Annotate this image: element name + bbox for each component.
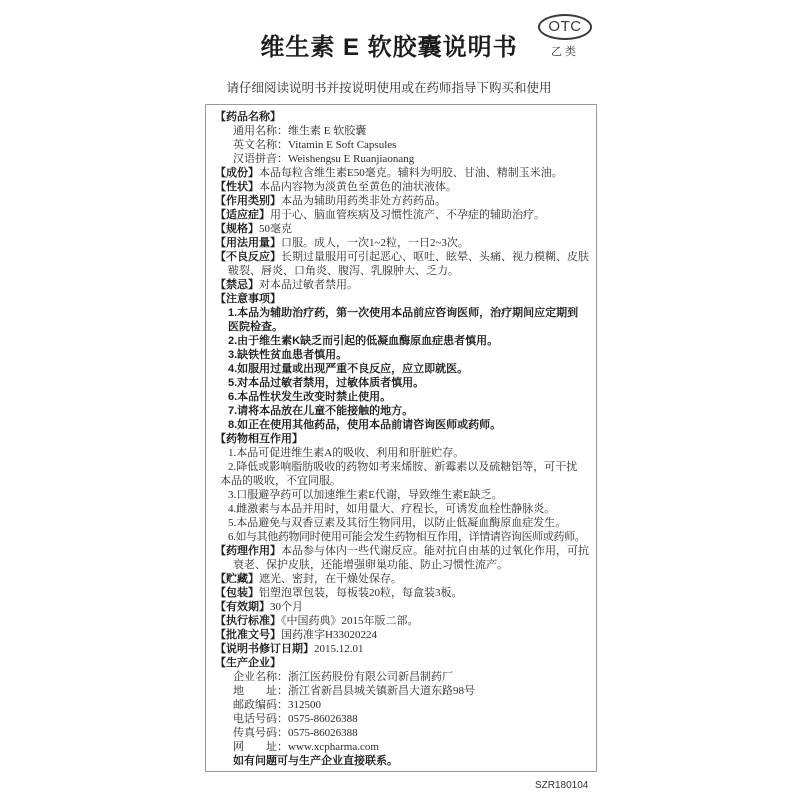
drug-name-label: 【药品名称】	[215, 111, 281, 123]
manufacturer-phone: 电话号码：0575-86026388	[233, 713, 358, 725]
leaflet-code: SZR180104	[535, 780, 589, 791]
standard-label: 【执行标准】	[215, 615, 281, 627]
adverse-reactions-section	[215, 250, 595, 264]
precaution-item: 6.本品性状发生改变时禁止使用。	[228, 391, 392, 403]
interaction-item: 2.降低或影响脂肪吸收的药物如考来烯胺、新霉素以及硫糖铝等，可干扰	[228, 461, 578, 473]
standard-text: 《中国药典》2015年版二部。	[281, 615, 419, 627]
indications-text: 用于心、脑血管疾病及习惯性流产、不孕症的辅助治疗。	[270, 209, 545, 221]
revision-date-label: 【说明书修订日期】	[215, 643, 314, 655]
contraindications-text: 对本品过敏者禁用。	[259, 279, 358, 291]
ingredients-section	[215, 166, 595, 180]
pharmacology-text: 本品参与体内一些代谢反应。能对抗自由基的过氧化作用，可抗	[281, 545, 589, 557]
drug-name-heading	[215, 110, 595, 124]
precaution-item: 5.对本品过敏者禁用，过敏体质者慎用。	[228, 377, 425, 389]
properties-text: 本品内容物为淡黄色至黄色的油状液体。	[259, 181, 457, 193]
interactions-label: 【药物相互作用】	[215, 433, 303, 445]
standard-section	[215, 614, 595, 628]
interaction-item: 本品的吸收，不宜同服。	[220, 475, 341, 487]
precaution-item: 1.本品为辅助治疗药，第一次使用本品前应咨询医师，治疗期间应定期到	[228, 307, 579, 319]
precautions-label: 【注意事项】	[215, 293, 281, 305]
specification-text: 50毫克	[259, 223, 292, 235]
manufacturer-postcode: 邮政编码：312500	[233, 699, 321, 711]
usage-text: 口服。成人，一次1~2粒，一日2~3次。	[281, 237, 469, 249]
interactions-heading	[215, 432, 595, 446]
manufacturer-website: 网 址：www.xcpharma.com	[233, 741, 379, 753]
interaction-item: 3.口服避孕药可以加速维生素E代谢，导致维生素E缺乏。	[228, 489, 503, 501]
contraindications-label: 【禁忌】	[215, 279, 259, 291]
adverse-reactions-text: 皲裂、唇炎、口角炎、腹泻、乳腺肿大、乏力。	[228, 265, 459, 277]
revision-date-section	[215, 642, 595, 656]
adverse-reactions-label: 【不良反应】	[215, 251, 281, 263]
precaution-item: 2.由于维生素K缺乏而引起的低凝血酶原血症患者慎用。	[228, 335, 499, 347]
interaction-item: 4.雌激素与本品并用时，如用量大、疗程长，可诱发血栓性静脉炎。	[228, 503, 556, 515]
approval-text: 国药准字H33020224	[281, 629, 377, 641]
pharmacology-text: 衰老、保护皮肤，还能增强卵巢功能、防止习惯性流产。	[233, 559, 508, 571]
manufacturer-heading	[215, 656, 595, 670]
action-category-section	[215, 194, 595, 208]
pharmacology-section	[215, 544, 595, 558]
interaction-item: 1.本品可促进维生素A的吸收、利用和肝脏贮存。	[228, 447, 465, 459]
generic-name: 通用名称：维生素 E 软胶囊	[233, 125, 367, 137]
precaution-item: 医院检查。	[228, 321, 283, 333]
ingredients-label: 【成份】	[215, 167, 259, 179]
storage-label: 【贮藏】	[215, 573, 259, 585]
properties-label: 【性状】	[215, 181, 259, 193]
expiry-text: 30个月	[270, 601, 303, 613]
action-category-text: 本品为辅助用药类非处方药药品。	[281, 195, 446, 207]
packaging-label: 【包装】	[215, 587, 259, 599]
contact-note: 如有问题可与生产企业直接联系。	[233, 755, 398, 767]
packaging-section	[215, 586, 595, 600]
approval-section	[215, 628, 595, 642]
indications-section	[215, 208, 595, 222]
specification-section	[215, 222, 595, 236]
precaution-item: 8.如正在使用其他药品，使用本品前请咨询医师或药师。	[228, 419, 502, 431]
specification-label: 【规格】	[215, 223, 259, 235]
otc-badge: OTC	[538, 14, 592, 40]
manufacturer-name: 企业名称：浙江医药股份有限公司新昌制药厂	[233, 671, 453, 683]
expiry-section	[215, 600, 595, 614]
precaution-item: 7.请将本品放在儿童不能接触的地方。	[228, 405, 414, 417]
interaction-item: 6.如与其他药物同时使用可能会发生药物相互作用，详情请咨询医师或药师。	[228, 531, 586, 543]
manufacturer-label: 【生产企业】	[215, 657, 281, 669]
usage-section	[215, 236, 595, 250]
expiry-label: 【有效期】	[215, 601, 270, 613]
otc-category: 乙 类	[551, 46, 577, 58]
revision-date-text: 2015.12.01	[314, 643, 364, 655]
precautions-heading	[215, 292, 595, 306]
indications-label: 【适应症】	[215, 209, 270, 221]
adverse-reactions-text: 长期过量服用可引起恶心、呕吐、眩晕、头痛、视力模糊、皮肤	[281, 251, 589, 263]
properties-section	[215, 180, 595, 194]
english-name: 英文名称：Vitamin E Soft Capsules	[233, 139, 397, 151]
pharmacology-label: 【药理作用】	[215, 545, 281, 557]
reading-notice: 请仔细阅读说明书并按说明使用或在药师指导下购买和使用	[226, 81, 552, 95]
contraindications-section	[215, 278, 595, 292]
precaution-item: 3.缺铁性贫血患者慎用。	[228, 349, 348, 361]
usage-label: 【用法用量】	[215, 237, 281, 249]
approval-label: 【批准文号】	[215, 629, 281, 641]
action-category-label: 【作用类别】	[215, 195, 281, 207]
packaging-text: 铝塑泡罩包装，每板装20粒，每盒装3板。	[259, 587, 463, 599]
leaflet-body	[215, 110, 595, 768]
interaction-item: 5.本品避免与双香豆素及其衍生物同用，以防止低凝血酶原血症发生。	[228, 517, 567, 529]
ingredients-text: 本品每粒含维生素E50毫克。辅料为明胶、甘油、精制玉米油。	[259, 167, 563, 179]
manufacturer-fax: 传真号码：0575-86026388	[233, 727, 358, 739]
leaflet-title: 维生素 E 软胶囊说明书	[260, 34, 518, 61]
manufacturer-address: 地 址：浙江省新昌县城关镇新昌大道东路98号	[233, 685, 475, 697]
pinyin-name: 汉语拼音：Weishengsu E Ruanjiaonang	[233, 153, 415, 165]
storage-section	[215, 572, 595, 586]
storage-text: 遮光、密封，在干燥处保存。	[259, 573, 402, 585]
precaution-item: 4.如服用过量或出现严重不良反应，应立即就医。	[228, 363, 469, 375]
